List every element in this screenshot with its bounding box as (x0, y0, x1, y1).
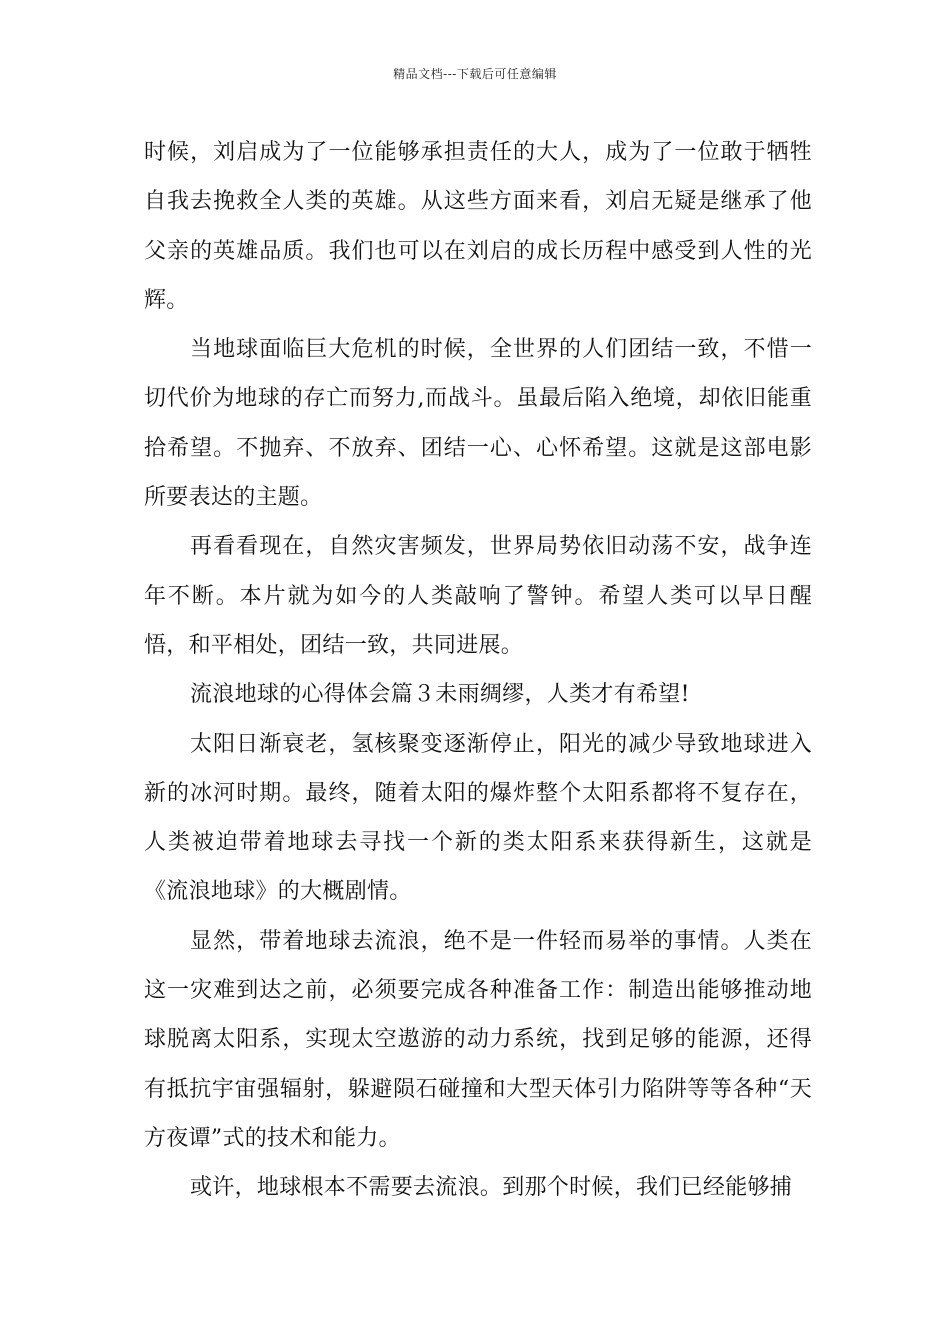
paragraph: 或许，地球根本不需要去流浪。到那个时候，我们已经能够捕 (190, 1175, 793, 1201)
paragraph: 当地球面临巨大危机的时候，全世界的人们团结一致，不惜一切代价为地球的存亡而努力,而战斗。虽最后陷入绝境，却依旧能重拾希望。不抛弃、不放弃、团结一心、心怀希望。这就是这部电影所要表达的主题。 (144, 337, 812, 511)
document-body (144, 128, 812, 1213)
page-header: 精品文档---下载后可任意编辑 (393, 67, 557, 81)
section-heading: 流浪地球的心得体会篇３未雨绸缪，人类才有希望! (190, 682, 690, 708)
paragraph: 显然，带着地球去流浪，绝不是一件轻而易举的事情。人类在这一灾难到达之前，必须要完成各种准备工作：制造出能够推动地球脱离太阳系，实现太空遨游的动力系统，找到足够的能源，还得有抵抗宇宙强辐射，躲避陨石碰撞和大型天体引力陷阱等等各种“天方夜谭”式的技术和能力。 (144, 928, 812, 1151)
paragraph-continued: 时候，刘启成为了一位能够承担责任的大人，成为了一位敢于牺牲自我去挽救全人类的英雄。从这些方面来看，刘启无疑是继承了他父亲的英雄品质。我们也可以在刘启的成长历程中感受到人性的光辉。 (144, 140, 812, 313)
paragraph: 再看看现在，自然灾害频发，世界局势依旧动荡不安，战争连年不断。本片就为如今的人类敲响了警钟。希望人类可以早日醒悟，和平相处，团结一致，共同进展。 (144, 534, 812, 658)
paragraph: 太阳日渐衰老，氢核聚变逐渐停止，阳光的减少导致地球进入新的冰河时期。最终，随着太阳的爆炸整个太阳系都将不复存在，人类被迫带着地球去寻找一个新的类太阳系来获得新生，这就是《流浪地球》的大概剧情。 (144, 731, 812, 905)
